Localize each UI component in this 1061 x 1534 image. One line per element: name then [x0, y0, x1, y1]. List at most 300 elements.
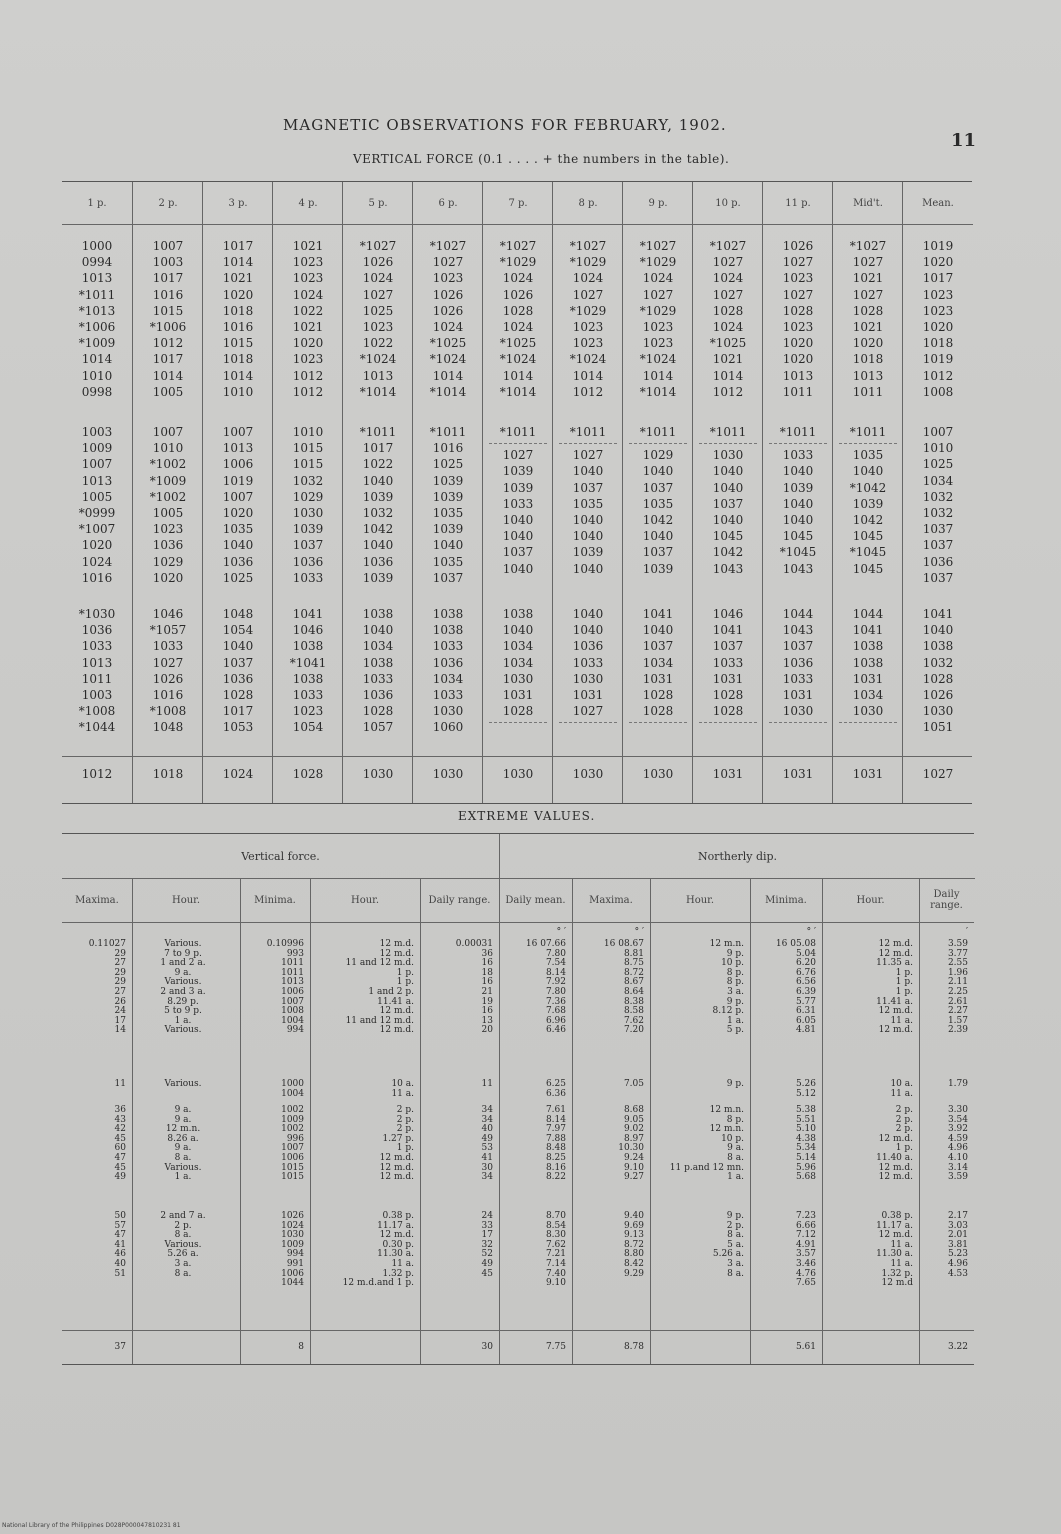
table-cell: 1019 [922, 352, 954, 367]
table-cell: *1014 [499, 384, 537, 399]
table-cell: 1024 [362, 271, 394, 286]
table-cell: 6.56 [795, 977, 816, 988]
table-cell: 4.76 [795, 1268, 816, 1279]
table-cell: 1 p. [895, 967, 913, 978]
table-cell: *1014 [359, 384, 397, 399]
table-cell: 1041 [292, 607, 324, 621]
mean-value: 1030 [362, 767, 394, 781]
table-cell: 1027 [852, 287, 884, 302]
extreme-value-block [572, 1106, 644, 1183]
table-cell: 9.69 [623, 1220, 644, 1231]
table-cell: *1027 [849, 239, 887, 253]
table-cell: 1021 [222, 271, 254, 286]
table-cell: 11.41 a. [377, 996, 414, 1007]
table-cell: 1054 [222, 623, 254, 638]
table-cell: 996 [286, 1133, 304, 1144]
table-cell: *1027 [359, 239, 397, 253]
table-cell: 1046 [712, 607, 744, 621]
table-cell: 29 [114, 977, 126, 988]
table-cell: 1016 [222, 320, 254, 335]
extreme-column-header: Daily range. [919, 878, 974, 923]
table-cell: 1040 [642, 623, 674, 638]
table-cell: 9 p. [726, 996, 744, 1007]
table-cell: Various. [164, 1025, 202, 1036]
dashed-separator [769, 722, 827, 723]
table-cell: 1023 [642, 336, 674, 351]
total-value: 8.78 [623, 1342, 644, 1352]
table-cell: 11 p.and 12 mn. [669, 1162, 744, 1173]
table-cell: 1024 [572, 271, 604, 286]
table-cell: 1.27 p. [382, 1133, 414, 1144]
table-cell: 24 [114, 1006, 126, 1017]
table-cell: 5.34 [795, 1143, 816, 1154]
column-header: 5 p. [343, 182, 413, 225]
table-cell: 11.30 a. [876, 1249, 913, 1260]
table-cell: Various. [164, 1239, 202, 1250]
value-block [133, 606, 203, 736]
table-cell: 3 a. [174, 1258, 192, 1269]
extreme-value-block [750, 940, 816, 1036]
table-cell: 10 p. [721, 958, 744, 969]
table-cell: *1011 [639, 425, 677, 439]
table-cell: *1006 [78, 320, 116, 335]
column-header: 7 p. [483, 182, 553, 225]
table-cell: *1011 [78, 287, 116, 302]
table-cell: 1028 [362, 704, 394, 719]
table-cell: 1017 [152, 271, 184, 286]
table-cell: 1023 [152, 522, 184, 537]
table-cell: *1006 [149, 320, 187, 335]
extreme-value-block [62, 1212, 126, 1279]
table-cell: 1037 [292, 538, 324, 553]
table-cell: 1028 [642, 704, 674, 719]
value-block [903, 606, 973, 736]
table-cell: 994 [286, 1025, 304, 1036]
extreme-value-block [310, 1106, 414, 1183]
table-cell: 1030 [782, 704, 814, 719]
extreme-column-header: Minima. [750, 878, 822, 923]
table-cell: 1012 [292, 384, 324, 399]
table-cell: 1023 [572, 336, 604, 351]
table-cell: 1019 [222, 473, 254, 488]
table-cell: 1035 [222, 522, 254, 537]
table-cell: 1020 [292, 336, 324, 351]
table-cell: 14 [114, 1025, 126, 1036]
table-cell: 1027 [572, 287, 604, 302]
table-cell: 1040 [712, 480, 744, 495]
extreme-value-block [572, 940, 644, 1036]
table-cell: 1020 [852, 336, 884, 351]
table-cell: 7.54 [545, 958, 566, 969]
table-cell: 12 m.d. [878, 1006, 913, 1017]
table-cell: *1027 [429, 239, 467, 253]
table-cell: 1006 [281, 1152, 304, 1163]
table-cell: 8.48 [545, 1143, 566, 1154]
table-cell: *1024 [639, 352, 677, 367]
table-cell: 1040 [782, 464, 814, 479]
table-cell: 12 m.d. [379, 1006, 414, 1017]
table-cell: 12 m.n. [709, 1105, 744, 1115]
table-cell: 1015 [292, 441, 324, 456]
table-cell: 50 [114, 1211, 126, 1221]
table-cell: 1040 [222, 538, 254, 553]
table-cell: 1010 [81, 368, 113, 383]
table-cell: 1026 [782, 239, 814, 253]
table-cell: 8.67 [623, 977, 644, 988]
table-cell: 1031 [782, 688, 814, 703]
table-cell: 53 [481, 1143, 493, 1154]
table-cell: 1009 [281, 1239, 304, 1250]
table-cell: 8 a. [174, 1152, 192, 1163]
table-cell: 1013 [782, 368, 814, 383]
table-cell: 2.61 [947, 996, 968, 1007]
table-cell: 3.59 [947, 1172, 968, 1183]
table-cell: 1033 [782, 671, 814, 686]
table-cell: 1012 [572, 384, 604, 399]
table-cell: 12 m.d. [379, 939, 414, 949]
extreme-value-block [420, 1106, 493, 1183]
table-cell: 12 m.n. [165, 1124, 201, 1135]
table-cell: 1040 [572, 513, 604, 528]
table-cell: 1007 [281, 996, 304, 1007]
extreme-value-block [572, 1080, 644, 1090]
table-cell: 1030 [852, 704, 884, 719]
table-cell: 1036 [362, 554, 394, 569]
table-cell: 2 p. [174, 1220, 192, 1231]
table-cell: 8.72 [623, 1239, 644, 1250]
value-block [623, 424, 693, 577]
table-cell: 1040 [712, 513, 744, 528]
dashed-separator [489, 722, 547, 723]
mean-value: 1031 [712, 767, 744, 781]
table-cell: 1 a. [174, 1172, 192, 1183]
total-value: 37 [114, 1342, 126, 1352]
table-cell: 1011 [782, 384, 814, 399]
table-cell: *1011 [499, 425, 537, 439]
table-cell: 1012 [712, 384, 744, 399]
table-cell: 33 [481, 1220, 493, 1231]
table-cell: 1039 [292, 522, 324, 537]
table-cell: 1011 [281, 958, 304, 969]
table-cell: 2 p. [895, 1114, 913, 1125]
table-cell: *1024 [499, 352, 537, 367]
table-cell: 1020 [222, 287, 254, 302]
table-cell: 1003 [152, 255, 184, 270]
unit-label: ° ′ [556, 927, 566, 937]
table-cell: 49 [481, 1133, 493, 1144]
table-cell: 29 [114, 967, 126, 978]
table-cell: 27 [114, 958, 126, 969]
column-2 [202, 182, 273, 803]
table-cell: 1045 [852, 561, 884, 576]
table-cell: 1.79 [947, 1079, 968, 1089]
table-cell: 1026 [432, 303, 464, 318]
table-cell: 7.65 [795, 1278, 816, 1289]
table-cell: 1005 [152, 384, 184, 399]
table-cell: 11 a. [391, 1088, 414, 1099]
column-header: 2 p. [133, 182, 203, 225]
extreme-value-block [822, 940, 913, 1036]
table-cell: 1018 [852, 352, 884, 367]
table-cell: 1 a. [727, 1172, 744, 1183]
table-cell: 1008 [922, 384, 954, 399]
table-cell: 3.03 [947, 1220, 968, 1231]
table-cell: 1014 [81, 352, 113, 367]
table-cell: 1039 [782, 480, 814, 495]
table-cell: 1040 [782, 496, 814, 511]
table-cell: 1013 [281, 977, 304, 988]
table-cell: 10.30 [618, 1143, 644, 1154]
table-cell: 16 [481, 958, 493, 969]
table-cell: 2.11 [947, 977, 968, 988]
table-cell: 7.62 [545, 1239, 566, 1250]
table-cell: *1042 [849, 480, 887, 495]
table-cell: 36 [114, 1105, 126, 1115]
table-cell: 16 [481, 977, 493, 988]
table-cell: 1034 [922, 473, 954, 488]
table-cell: 1 p. [895, 1143, 913, 1154]
column-12 [902, 182, 973, 803]
value-block [763, 606, 833, 726]
table-cell: *1030 [78, 607, 116, 621]
dashed-separator [559, 443, 617, 444]
table-cell: 1040 [572, 561, 604, 576]
table-cell: 3.46 [795, 1258, 816, 1269]
table-cell: *1014 [429, 384, 467, 399]
table-cell: 1023 [362, 320, 394, 335]
table-cell: 1028 [222, 688, 254, 703]
table-cell: 1054 [292, 720, 324, 735]
value-block [343, 424, 413, 586]
table-cell: 1030 [572, 671, 604, 686]
table-cell: 2 p. [895, 1105, 913, 1115]
table-cell: 1011 [852, 384, 884, 399]
mean-value: 1030 [502, 767, 534, 781]
table-cell: 3.81 [947, 1239, 968, 1250]
table-cell: 1038 [432, 607, 464, 621]
value-block [903, 424, 973, 586]
table-cell: 1024 [292, 287, 324, 302]
extreme-column-header: Hour. [132, 878, 240, 923]
table-cell: 1016 [432, 441, 464, 456]
table-cell: *1009 [78, 336, 116, 351]
column-8 [622, 182, 693, 803]
value-block [763, 238, 833, 400]
table-cell: 1027 [712, 287, 744, 302]
table-cell: 1010 [292, 425, 324, 439]
table-cell: 1036 [572, 639, 604, 654]
table-cell: 1032 [922, 506, 954, 521]
table-cell: 1020 [222, 506, 254, 521]
dashed-separator [839, 722, 897, 723]
table-cell: *1029 [569, 255, 607, 270]
extreme-value-block [62, 1080, 126, 1090]
table-cell: 42 [114, 1124, 126, 1135]
value-block [203, 424, 273, 586]
table-cell: 60 [114, 1143, 126, 1154]
value-block [763, 424, 833, 577]
table-cell: 1032 [922, 655, 954, 670]
table-cell: *1029 [569, 303, 607, 318]
table-cell: 7.20 [623, 1025, 644, 1036]
table-cell: 9 a. [174, 1105, 192, 1115]
extreme-column-header: Hour. [650, 878, 750, 923]
table-cell: 1037 [432, 570, 464, 585]
table-cell: 1028 [782, 303, 814, 318]
unit-label: ° ′ [634, 927, 644, 937]
table-cell: 1024 [712, 271, 744, 286]
table-cell: 34 [481, 1172, 493, 1183]
table-cell: 1014 [432, 368, 464, 383]
extreme-value-block [240, 1106, 304, 1183]
table-cell: 1022 [362, 336, 394, 351]
table-cell: 1004 [281, 1088, 304, 1099]
table-cell: 7.61 [545, 1105, 566, 1115]
mean-value: 1018 [152, 767, 184, 781]
table-cell: 1035 [642, 496, 674, 511]
value-block [273, 238, 343, 400]
table-cell: 1021 [292, 239, 324, 253]
table-cell: 1018 [922, 336, 954, 351]
mean-value: 1031 [852, 767, 884, 781]
extreme-value-block [240, 1212, 304, 1289]
table-cell: 1014 [712, 368, 744, 383]
table-cell: 4.10 [947, 1152, 968, 1163]
table-cell: 5.26 a. [712, 1249, 744, 1260]
extreme-value-block [132, 1080, 234, 1090]
table-cell: 1040 [222, 639, 254, 654]
table-cell: 3.59 [947, 939, 968, 949]
table-cell: 1040 [362, 623, 394, 638]
table-cell: 6.20 [795, 958, 816, 969]
table-cell: 1027 [852, 255, 884, 270]
table-cell: *1008 [149, 704, 187, 719]
table-cell: 1040 [572, 623, 604, 638]
total-value: 7.75 [545, 1342, 566, 1352]
table-cell: 12 m.n. [709, 939, 744, 949]
extreme-value-block [310, 940, 414, 1036]
table-cell: 10 p. [721, 1133, 744, 1144]
table-cell: 1043 [712, 561, 744, 576]
table-cell: 43 [114, 1114, 126, 1125]
table-cell: 2 and 7 a. [160, 1211, 206, 1221]
table-cell: 1027 [572, 448, 604, 463]
table-cell: 8 a. [174, 1268, 192, 1279]
table-cell: 1026 [922, 688, 954, 703]
extreme-values-table [62, 833, 974, 1365]
value-block [343, 606, 413, 736]
table-cell: 1025 [222, 570, 254, 585]
table-cell: 1033 [502, 496, 534, 511]
table-cell: 1046 [292, 623, 324, 638]
table-cell: *1029 [499, 255, 537, 270]
table-cell: 1037 [642, 545, 674, 560]
table-cell: 4.59 [947, 1133, 968, 1144]
table-cell: 9.24 [623, 1152, 644, 1163]
table-cell: 3 a. [727, 1258, 744, 1269]
table-cell: 1023 [922, 287, 954, 302]
table-cell: 3 a. [727, 986, 744, 997]
table-cell: 1007 [922, 425, 954, 439]
column-11 [832, 182, 903, 803]
table-cell: 1042 [642, 513, 674, 528]
table-cell: *1027 [569, 239, 607, 253]
extreme-column-header: Daily mean. [499, 878, 572, 923]
table-cell: 9 a. [174, 1114, 192, 1125]
table-cell: 1003 [81, 425, 113, 439]
table-cell: *1041 [289, 655, 327, 670]
table-cell: 11.17 a. [876, 1220, 913, 1231]
table-cell: 11.40 a. [876, 1152, 913, 1163]
table-cell: 1027 [502, 448, 534, 463]
table-cell: 1002 [281, 1105, 304, 1115]
column-header: 11 p. [763, 182, 833, 225]
dashed-separator [699, 722, 757, 723]
table-cell: 10 a. [890, 1079, 913, 1089]
table-cell: 1020 [782, 352, 814, 367]
total-value: 8 [298, 1342, 304, 1352]
table-cell: 7.23 [795, 1211, 816, 1221]
table-cell: 1028 [712, 688, 744, 703]
table-cell: 2 p. [396, 1124, 414, 1135]
column-header: 9 p. [623, 182, 693, 225]
value-block [133, 238, 203, 400]
table-cell: 4.81 [795, 1025, 816, 1036]
mean-value: 1024 [222, 767, 254, 781]
table-cell: 1.32 p. [382, 1268, 414, 1279]
table-cell: 27 [114, 986, 126, 997]
table-cell: 36 [481, 948, 493, 959]
table-cell: 8.30 [545, 1230, 566, 1241]
value-block [553, 238, 623, 400]
table-cell: 1 p. [396, 967, 414, 978]
table-cell: 1015 [222, 336, 254, 351]
table-cell: 1030 [502, 671, 534, 686]
table-cell: 6.39 [795, 986, 816, 997]
dashed-separator [629, 443, 687, 444]
table-cell: 12 m.d. [878, 939, 913, 949]
table-cell: 8.26 a. [167, 1133, 199, 1144]
extreme-value-block [132, 1212, 234, 1279]
table-cell: 6.25 [545, 1079, 566, 1089]
table-cell: 9.40 [623, 1211, 644, 1221]
table-cell: 1042 [362, 522, 394, 537]
table-cell: 1014 [222, 255, 254, 270]
table-cell: 41 [114, 1239, 126, 1250]
table-cell: 8.12 p. [712, 1006, 744, 1017]
table-cell: 2 p. [396, 1105, 414, 1115]
table-cell: 1028 [712, 303, 744, 318]
extreme-value-block [919, 1106, 968, 1183]
table-cell: 29 [114, 948, 126, 959]
table-cell: 41 [481, 1152, 493, 1163]
table-cell: 1006 [222, 457, 254, 472]
table-cell: *1008 [78, 704, 116, 719]
table-cell: 1040 [432, 538, 464, 553]
column-3 [272, 182, 343, 803]
table-cell: *1045 [849, 545, 887, 560]
extreme-value-block [420, 1212, 493, 1279]
table-cell: 9.27 [623, 1172, 644, 1183]
table-cell: 40 [114, 1258, 126, 1269]
table-cell: 1045 [712, 529, 744, 544]
mean-value: 1012 [81, 767, 113, 781]
table-cell: *1014 [639, 384, 677, 399]
table-cell: 1007 [222, 489, 254, 504]
table-cell: *1029 [639, 303, 677, 318]
table-cell: 1002 [281, 1124, 304, 1135]
table-cell: 1 a. [174, 1015, 192, 1026]
